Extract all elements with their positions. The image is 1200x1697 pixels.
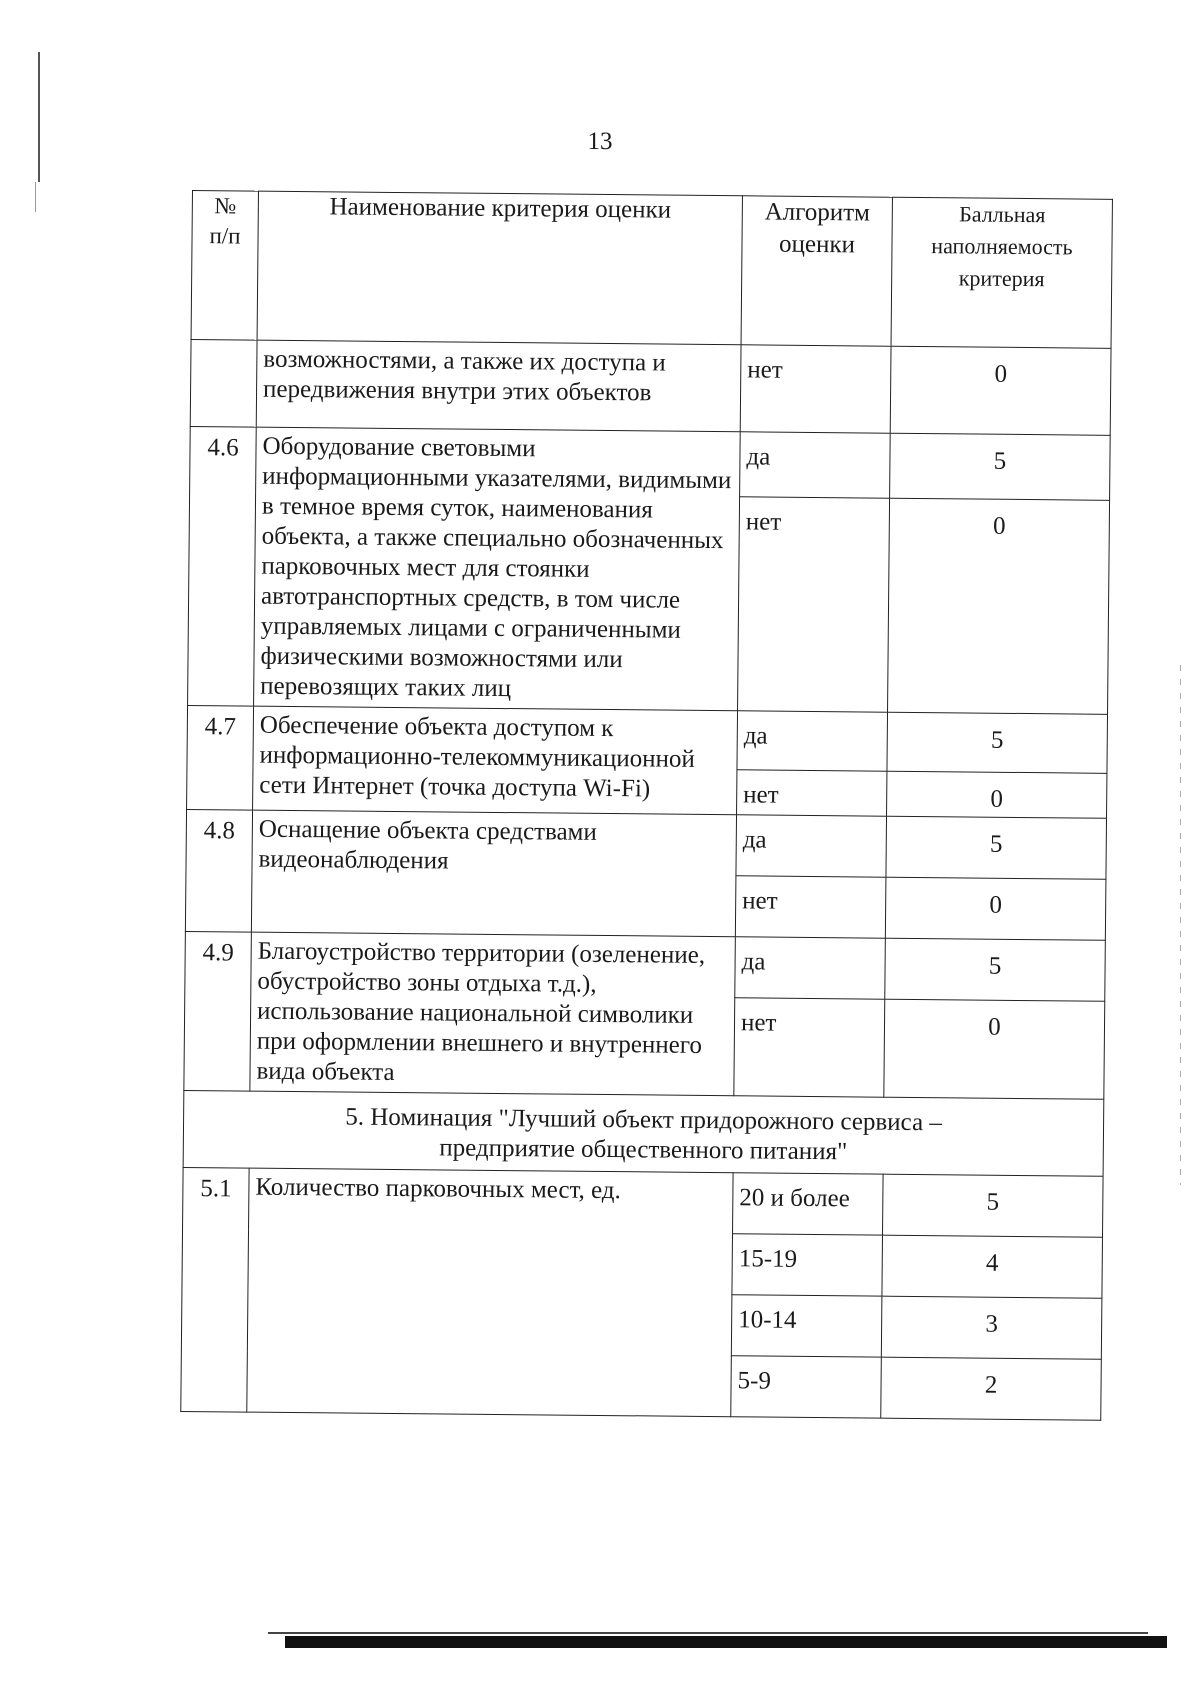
table-header-row	[191, 191, 1112, 349]
score-value: 2	[881, 1357, 1102, 1420]
header-algorithm-line2: оценки	[778, 230, 856, 259]
header-score-line1: Балльная	[959, 201, 1046, 228]
header-score	[891, 197, 1112, 348]
section-heading	[183, 1090, 1104, 1176]
header-criterion-name: Наименование критерия оценки	[257, 191, 742, 345]
algorithm-option: нет	[735, 876, 886, 938]
header-algorithm	[741, 196, 892, 346]
row-number: 4.6	[188, 426, 257, 706]
algorithm-option: 20 и более	[733, 1173, 884, 1235]
score-value: 5	[882, 1174, 1103, 1237]
scan-edge-artifact	[1180, 665, 1181, 1185]
criterion-name: Оборудование световыми информационными указателями, видимыми в темное время суток, наименования объекта, а также специально обозначенных парковочных мест для стоянки автотранспортных средств, в том числе управляемых лицами с ограниченными физическими возможностями или перевозящих таких лиц	[254, 427, 741, 711]
section-heading-line2: предприятие общественного питания"	[439, 1134, 848, 1166]
header-algorithm-line1: Алгоритм	[764, 198, 871, 227]
score-value: 3	[881, 1296, 1102, 1359]
algorithm-option: да	[737, 711, 888, 771]
scan-margin-mark	[35, 182, 36, 212]
scan-bottom-line	[268, 1632, 1148, 1634]
table-row	[183, 1167, 1104, 1237]
algorithm-option: 15-19	[732, 1234, 883, 1296]
score-value: 5	[887, 712, 1108, 773]
algorithm-option: 5-9	[731, 1356, 882, 1418]
table-row	[187, 705, 1108, 773]
score-value: 5	[885, 938, 1106, 1001]
header-score-line2: наполняемость	[931, 233, 1073, 260]
criterion-name: возможностями, а также их доступа и передвижения внутри этих объектов	[256, 340, 741, 432]
algorithm-option: нет	[737, 770, 887, 816]
header-number	[191, 191, 258, 341]
section-heading-line1: 5. Номинация "Лучший объект придорожного сервиса –	[345, 1103, 942, 1137]
header-number-line1: №	[214, 193, 237, 219]
criteria-table	[180, 190, 1113, 1421]
row-number: 4.8	[185, 809, 252, 932]
score-value: 0	[887, 771, 1107, 818]
row-number: 5.1	[181, 1167, 249, 1412]
header-number-line2: п/п	[209, 223, 241, 249]
score-value: 0	[888, 498, 1110, 714]
table-row	[185, 931, 1106, 1001]
table-row	[190, 339, 1111, 435]
score-value: 5	[886, 816, 1107, 879]
row-number	[190, 339, 257, 427]
score-value: 5	[890, 433, 1111, 500]
score-value: 4	[882, 1235, 1103, 1298]
algorithm-option: да	[735, 937, 886, 999]
score-value: 0	[884, 999, 1105, 1099]
algorithm-option: да	[736, 815, 887, 877]
criterion-name: Оснащение объекта средствами видеонаблюдения	[251, 810, 736, 937]
algorithm-option: нет	[738, 497, 890, 712]
criterion-name: Благоустройство территории (озеленение, обустройство зоны отдыха т.д.), использование национальной символики при оформлении внешнего и внутреннего вида объекта	[250, 932, 736, 1096]
row-number: 4.9	[184, 931, 252, 1091]
page-number: 13	[587, 128, 613, 155]
criterion-name: Количество парковочных мест, ед.	[247, 1168, 733, 1417]
scan-bottom-bar	[285, 1636, 1167, 1648]
criterion-name: Обеспечение объекта доступом к информационно-телекоммуникационной сети Интернет (точка доступа Wi-Fi)	[253, 706, 738, 815]
algorithm-option: да	[740, 432, 891, 498]
score-value: 0	[890, 346, 1111, 435]
header-score-line3: критерия	[958, 265, 1045, 292]
algorithm-option: нет	[740, 345, 891, 433]
algorithm-option: 10-14	[731, 1295, 882, 1357]
table-row	[190, 426, 1111, 500]
score-value: 0	[885, 877, 1106, 940]
scan-margin-line	[38, 52, 40, 182]
table-row	[186, 809, 1107, 879]
section-row	[183, 1090, 1104, 1176]
row-number: 4.7	[187, 705, 254, 810]
algorithm-option: нет	[734, 998, 885, 1097]
